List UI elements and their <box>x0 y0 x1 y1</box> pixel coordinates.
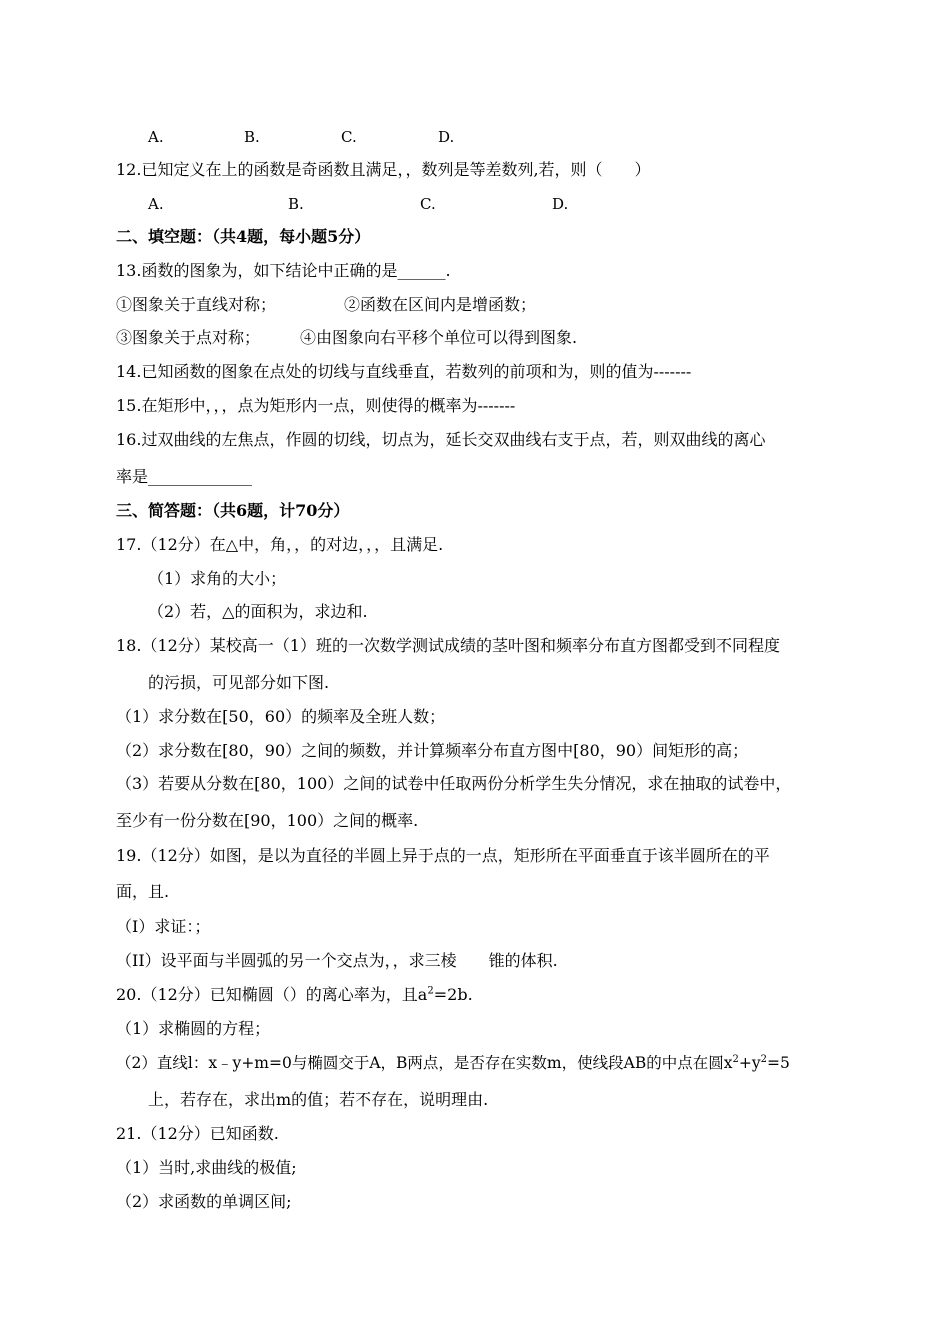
q12-option-b: B. <box>288 195 304 213</box>
q11-option-b: B. <box>244 128 260 146</box>
q18-sub-2: （2）求分数在[80，90）之间的频数，并计算频率分布直方图中[80，90）间矩形的高； <box>116 741 749 760</box>
q13-item-4: ④由图象向右平移个单位可以得到图象. <box>300 328 578 347</box>
q20-text <box>116 985 473 1005</box>
q12-option-d: D. <box>552 195 569 213</box>
q20-text-pre: 20.（12分）已知椭圆（）的离心率为，且a <box>116 985 428 1004</box>
q18-sub-3b: 至少有一份分数在[90，100）之间的概率. <box>116 811 419 830</box>
q19-line-2: 面，且. <box>116 882 170 901</box>
q15-text: 15.在矩形中，，，点为矩形内一点，则使得的概率为------- <box>116 396 516 415</box>
q16-line-1: 16.过双曲线的左焦点，作圆的切线，切点为，延长交双曲线右支于点，若，则双曲线的离心 <box>116 430 766 449</box>
q12-option-a: A. <box>148 195 164 213</box>
q21-sub-2: （2）求函数的单调区间; <box>116 1192 292 1211</box>
section2-heading: 二、填空题：（共4题，每小题5分） <box>116 227 371 246</box>
q12-text: 12.已知定义在上的函数是奇函数且满足，，数列是等差数列,若，则（ ） <box>116 160 651 179</box>
q13-text: 13.函数的图象为，如下结论中正确的是______. <box>116 261 451 280</box>
q17-text: 17.（12分）在△中，角，，的对边，，，且满足. <box>116 535 444 554</box>
q20-text-sup: 2 <box>427 985 434 997</box>
q21-sub-1: （1）当时,求曲线的极值; <box>116 1158 297 1177</box>
q19-sub-1: （I）求证：； <box>116 917 211 936</box>
q20-sub-1: （1）求椭圆的方程； <box>116 1019 271 1038</box>
q17-sub-2: （2）若，△的面积为，求边和. <box>148 602 368 621</box>
q18-sub-3a: （3）若要从分数在[80，100）之间的试卷中任取两份分析学生失分情况，求在抽取的试卷中， <box>116 774 792 793</box>
q18-line-1: 18.（12分）某校高一（1）班的一次数学测试成绩的茎叶图和频率分布直方图都受到不同程度 <box>116 636 780 655</box>
q17-sub-1: （1）求角的大小； <box>148 569 287 588</box>
q21-text: 21.（12分）已知函数. <box>116 1124 279 1143</box>
q12-option-c: C. <box>420 195 436 213</box>
q20-sub-2 <box>116 1053 790 1073</box>
q20-sub-2-sup-2: 2 <box>760 1053 767 1065</box>
q19-sub-2: （II）设平面与半圆弧的另一个交点为，，求三棱 锥的体积. <box>116 951 558 970</box>
q13-item-2: ②函数在区间内是增函数； <box>344 295 537 314</box>
q20-sub-2-line-2: 上，若存在，求出m的值；若不存在，说明理由. <box>148 1090 489 1109</box>
section3-heading: 三、简答题：（共6题，计70分） <box>116 501 350 520</box>
q11-option-c: C. <box>341 128 357 146</box>
q20-sub-2-pre: （2）直线l：x﹣y+m=0与椭圆交于A，B两点，是否存在实数m，使线段AB的中点在圆x <box>116 1054 733 1072</box>
q20-sub-2-sup-1: 2 <box>732 1053 739 1065</box>
q20-sub-2-mid: +y <box>738 1054 761 1072</box>
q13-item-3: ③图象关于点对称； <box>116 328 261 347</box>
q19-line-1: 19.（12分）如图，是以为直径的半圆上异于点的一点，矩形所在平面垂直于该半圆所在的平 <box>116 846 770 865</box>
q16-line-2: 率是_____________ <box>116 467 253 486</box>
q11-option-a: A. <box>148 128 164 146</box>
q13-item-1: ①图象关于直线对称； <box>116 295 277 314</box>
q20-text-post: =2b. <box>433 985 473 1004</box>
q18-sub-1: （1）求分数在[50，60）的频率及全班人数； <box>116 707 446 726</box>
q11-option-d: D. <box>438 128 455 146</box>
q20-sub-2-post: =5 <box>766 1054 790 1072</box>
q14-text: 14.已知函数的图象在点处的切线与直线垂直，若数列的前项和为，则的值为------- <box>116 362 692 381</box>
q18-line-2: 的污损，可见部分如下图. <box>148 673 330 692</box>
